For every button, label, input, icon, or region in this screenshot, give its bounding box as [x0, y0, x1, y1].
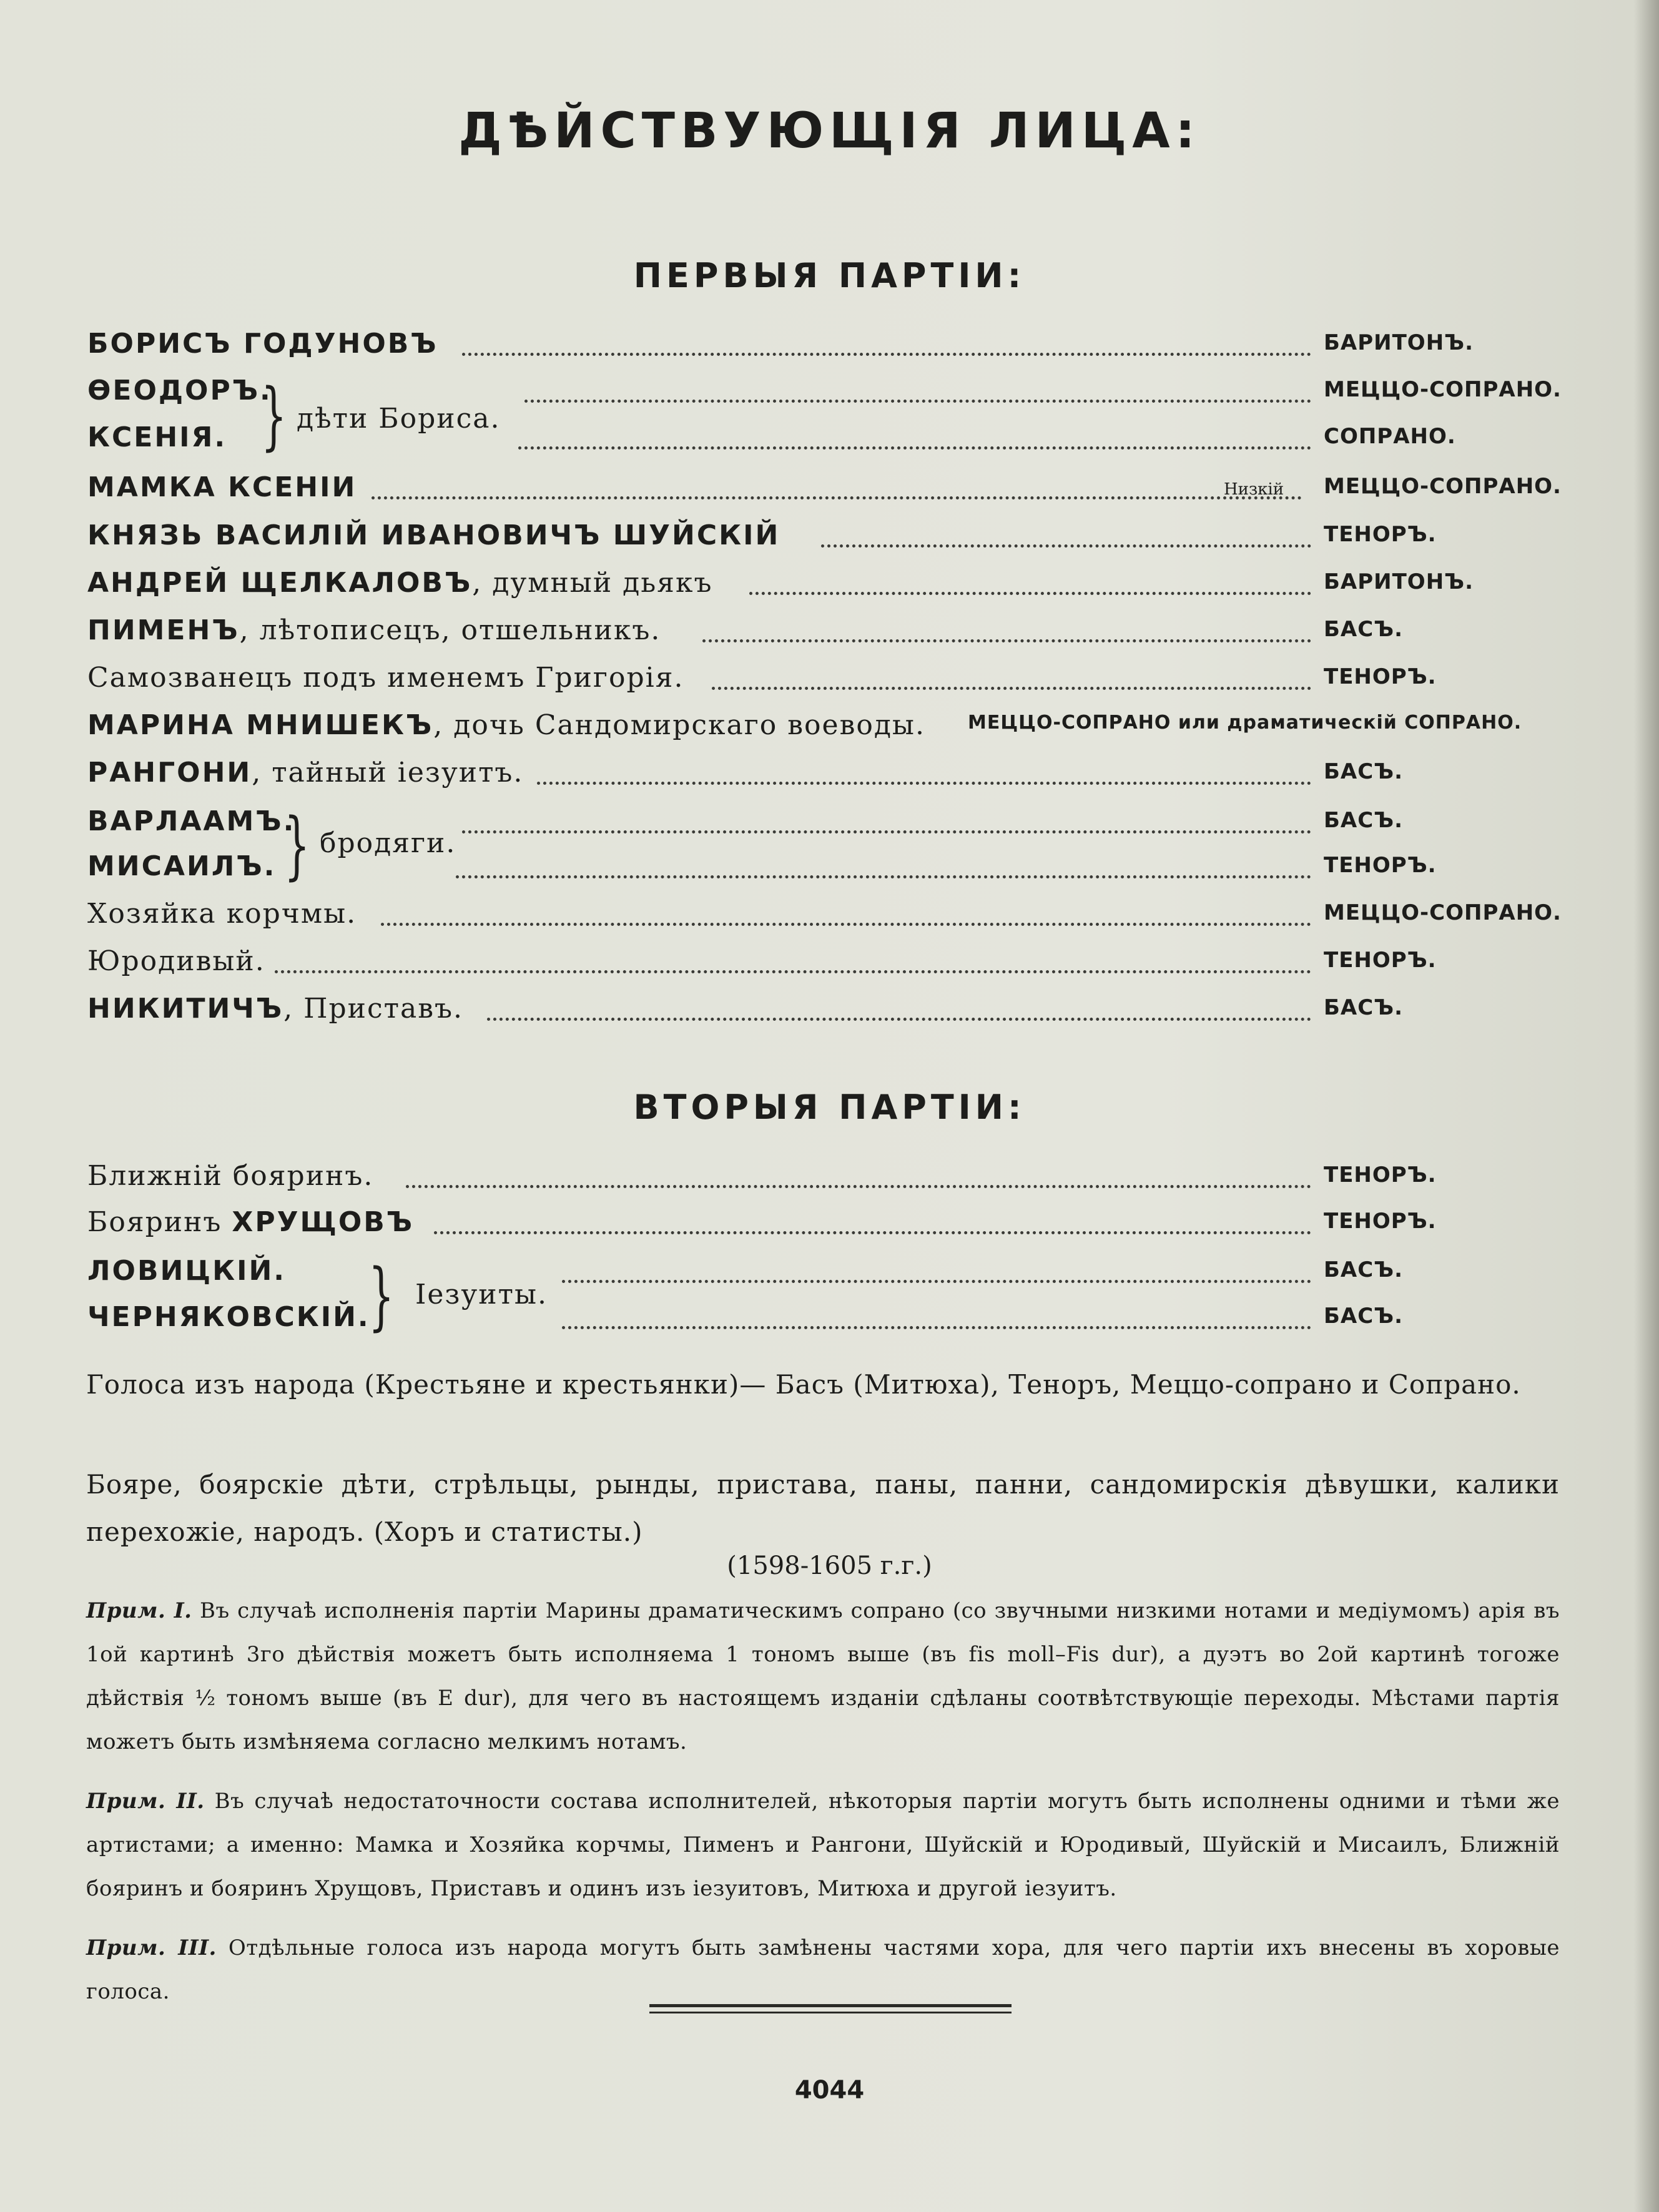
- brace-jesuits: }: [368, 1252, 395, 1339]
- cast-row-mamka: [87, 465, 1562, 513]
- section-title-second-parts: ВТОРЫЯ ПАРТІИ:: [633, 1088, 1026, 1127]
- dot-leader: [702, 639, 1311, 642]
- voice-type: МЕЦЦО-СОПРАНО.: [1324, 474, 1562, 499]
- dot-leader: [712, 687, 1311, 690]
- note-1: [86, 1589, 1560, 1764]
- cast-row-rangoni: [87, 750, 1555, 798]
- role-name: РАНГОНИ, тайный іезуитъ.: [87, 757, 524, 789]
- dot-leader: [487, 1018, 1311, 1021]
- role-name: ПИМЕНЪ, лѣтописецъ, отшельникъ.: [87, 614, 661, 646]
- role-name: Юродивый.: [87, 945, 265, 977]
- role-name: МИСАИЛЪ.: [87, 850, 277, 882]
- dot-leader: [562, 1280, 1311, 1283]
- dot-leader: [462, 353, 1311, 356]
- note-3: [86, 1926, 1560, 2013]
- cast-row-holyfool: [87, 939, 1555, 986]
- voice-type: ТЕНОРЪ.: [1324, 948, 1437, 973]
- role-name: Ближній бояринъ.: [87, 1160, 374, 1192]
- cast-row-khrushchov: [87, 1200, 1555, 1247]
- dot-leader: [821, 544, 1311, 548]
- section-title-first-parts: ПЕРВЫЯ ПАРТІИ:: [633, 256, 1026, 295]
- voice-type: БАСЪ.: [1324, 759, 1404, 784]
- cast-row-pimen: [87, 608, 1555, 656]
- voice-type: ТЕНОРЪ.: [1324, 522, 1437, 547]
- voice-type: МЕЦЦО-СОПРАНО.: [1324, 377, 1562, 402]
- voice-type: БАРИТОНЪ.: [1324, 330, 1474, 355]
- voice-type: БАСЪ.: [1324, 1304, 1404, 1329]
- role-name: ЛОВИЦКІЙ.: [87, 1255, 287, 1287]
- cast-row-shchelkalov: [87, 561, 1555, 608]
- voice-type: ТЕНОРЪ.: [1324, 664, 1437, 689]
- voice-type: ТЕНОРЪ.: [1324, 1163, 1437, 1187]
- cast-row-pretender: [87, 656, 1555, 703]
- note-label: Прим. III.: [86, 1935, 217, 1960]
- voice-type: БАРИТОНЪ.: [1324, 569, 1474, 594]
- role-name: ѲЕОДОРЪ.: [87, 375, 272, 406]
- voice-type: МЕЦЦО-СОПРАНО.: [1324, 900, 1562, 925]
- voice-type: БАСЪ.: [1324, 995, 1404, 1020]
- role-name: КСЕНІЯ.: [87, 421, 227, 453]
- voice-type: БАСЪ.: [1324, 617, 1404, 642]
- note-text: Въ случаѣ недостаточности состава исполнителей, нѣкоторыя партіи могутъ быть исполнены одними и тѣми же артистами; а именно: Мамка и Хозяйка корчмы, Пименъ и Рангони, Шуйскій и Юродивый, Шуйскій и Мисаилъ, Ближній бояринъ и бояринъ Хрущовъ, Приставъ и одинъ изъ іезуитовъ, Митюха и другой іезуитъ.: [86, 1789, 1560, 1901]
- dot-leader: [275, 970, 1311, 973]
- dot-leader: [562, 1326, 1311, 1329]
- dot-leader: [749, 592, 1311, 595]
- dot-leader: [518, 446, 1311, 450]
- role-name: Хозяйка корчмы.: [87, 898, 357, 930]
- role-name: КНЯЗЬ ВАСИЛІЙ ИВАНОВИЧЪ ШУЙСКІЙ: [87, 519, 780, 551]
- voice-type: ТЕНОРЪ.: [1324, 853, 1437, 878]
- dot-leader: [381, 923, 1311, 926]
- cast-row-chernyakovsky: [87, 1295, 1555, 1342]
- role-name: Бояринъ ХРУЩОВЪ: [87, 1206, 415, 1238]
- dot-leader: [434, 1231, 1311, 1234]
- note-2: [86, 1779, 1560, 1910]
- role-name: Самозванецъ подъ именемъ Григорія.: [87, 662, 684, 694]
- group-label-jesuits: Іезуиты.: [415, 1279, 548, 1310]
- voice-type: СОПРАНО.: [1324, 424, 1456, 449]
- cast-row-hostess: [87, 892, 1562, 939]
- group-label-children: дѣти Бориса.: [297, 403, 501, 435]
- voice-type: ТЕНОРЪ.: [1324, 1209, 1437, 1234]
- voice-prefix: Низкій: [1224, 480, 1284, 499]
- years: (1598-1605 г.г.): [727, 1551, 932, 1580]
- role-name: ВАРЛААМЪ.: [87, 805, 296, 837]
- chorus-voices-from-people: Голоса изъ народа (Крестьяне и крестьянки)— Басъ (Митюха), Теноръ, Меццо-сопрано и Сопрано.: [86, 1369, 1521, 1400]
- cast-row-boris: [87, 322, 1555, 369]
- note-text: Въ случаѣ исполненія партіи Марины драматическимъ сопрано (со звучными низкими нотами и медіумомъ) арія въ 1ой картинѣ 3го дѣйствія можетъ быть исполняема 1 тономъ выше (въ fis moll–Fis dur), а дуэтъ во 2ой картинѣ тогоже дѣйствія ½ тономъ выше (въ E dur), для чего въ настоящемъ изданіи сдѣланы соотвѣтствующіе переходы. Мѣстами партія можетъ быть измѣняема согласно мелкимъ нотамъ.: [86, 1598, 1560, 1754]
- voice-type: БАСЪ.: [1324, 1257, 1404, 1282]
- role-name: МАМКА КСЕНІИ: [87, 471, 357, 503]
- role-name: НИКИТИЧЪ, Приставъ.: [87, 993, 463, 1025]
- note-label: Прим. I.: [86, 1598, 192, 1623]
- dot-leader: [372, 496, 1302, 499]
- chorus-crowd: Бояре, боярскіе дѣти, стрѣльцы, рынды, пристава, паны, панни, сандомирскія дѣвушки, калики перехожіе, народъ. (Хоръ и статисты.): [86, 1469, 1560, 1547]
- role-name: ЧЕРНЯКОВСКІЙ.: [87, 1301, 370, 1333]
- cast-row-nikitich: [87, 986, 1555, 1034]
- role-name: БОРИСЪ ГОДУНОВЪ: [87, 328, 438, 360]
- role-name: МАРИНА МНИШЕКЪ, дочь Сандомирскаго воеводы.: [87, 709, 925, 741]
- role-name: АНДРЕЙ ЩЕЛКАЛОВЪ, думный дьякъ: [87, 567, 713, 599]
- note-label: Прим. II.: [86, 1789, 205, 1814]
- brace-vagrants: }: [284, 802, 310, 888]
- page-title: ДѢЙСТВУЮЩІЯ ЛИЦА:: [458, 103, 1201, 159]
- dot-leader: [456, 875, 1311, 878]
- cast-row-shuisky: [87, 513, 1555, 561]
- brace-children: }: [261, 372, 287, 458]
- dot-leader: [537, 782, 1311, 785]
- cast-row-marina: [87, 703, 1555, 750]
- cast-row-lovitsky: [87, 1249, 1555, 1296]
- dot-leader: [406, 1185, 1311, 1188]
- note-text: Отдѣльные голоса изъ народа могутъ быть замѣнены частями хора, для чего партіи ихъ внесены въ хоровые голоса.: [86, 1935, 1560, 2004]
- double-rule-top: [649, 2004, 1012, 2007]
- group-label-vagrants: бродяги.: [320, 827, 456, 859]
- page-number: 4044: [794, 2076, 865, 2105]
- dot-leader: [462, 830, 1311, 833]
- voice-type: БАСЪ.: [1324, 808, 1404, 833]
- dot-leader: [524, 400, 1311, 403]
- cast-row-near-boyar: [87, 1154, 1555, 1201]
- voice-type: МЕЦЦО-СОПРАНО или драматическій СОПРАНО.: [968, 712, 1522, 734]
- double-rule-bottom: [649, 2012, 1012, 2013]
